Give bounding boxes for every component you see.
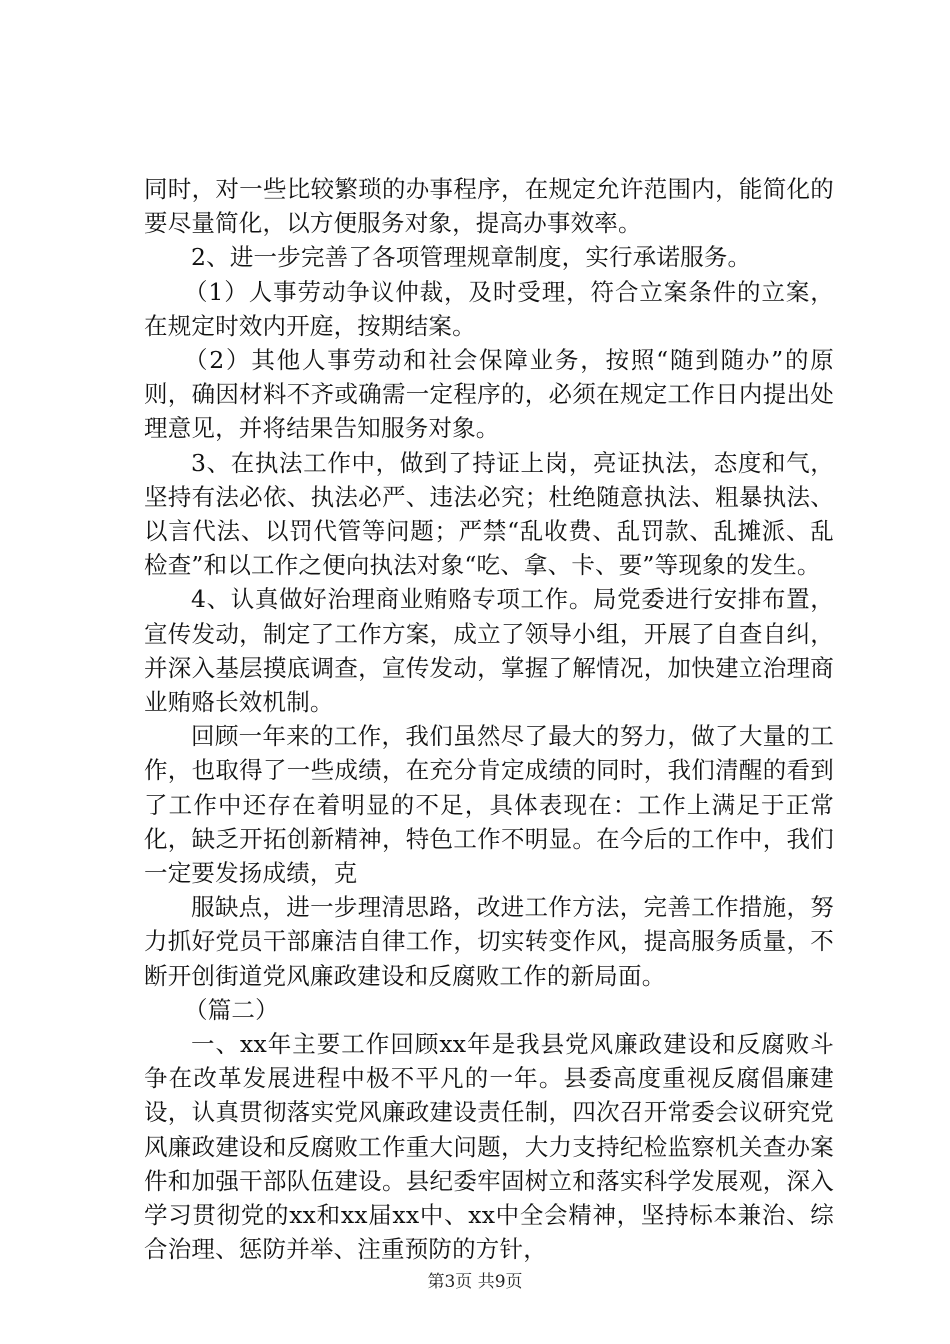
paragraph-item-4: 4、认真做好治理商业贿赂专项工作。局党委进行安排布置，宣传发动，制定了工作方案，成立了领导小组，开展了自查自纠，并深入基层摸底调查，宣传发动，掌握了解情况，加快建立治理商业贿赂长效机制。 [144,585,834,717]
page-footer: 第3页 共9页 [427,1272,523,1292]
paragraph-item-2: 2、进一步完善了各项管理规章制度，实行承诺服务。 [191,243,752,272]
paragraph-review-continued: 服缺点，进一步理清思路，改进工作方法，完善工作措施，努力抓好党员干部廉洁自律工作，切实转变作风，提高服务质量，不断开创街道党风廉政建设和反腐败工作的新局面。 [144,893,834,990]
section-heading-part-two: （篇二） [184,995,279,1024]
document-body [144,172,834,1267]
paragraph-review: 回顾一年来的工作，我们虽然尽了最大的努力，做了大量的工作，也取得了一些成绩，在充分肯定成绩的同时，我们清醒的看到了工作中还存在着明显的不足，具体表现在：工作上满足于正常化，缺乏开拓创新精神，特色工作不明显。在今后的工作中，我们一定要发扬成绩，克 [144,722,834,888]
paragraph-part-two-intro: 一、xx年主要工作回顾xx年是我县党风廉政建设和反腐败斗争在改革发展进程中极不平凡的一年。县委高度重视反腐倡廉建设，认真贯彻落实党风廉政建设责任制，四次召开常委会议研究党风廉政建设和反腐败工作重大问题，大力支持纪检监察机关查办案件和加强干部队伍建设。县纪委牢固树立和落实科学发展观，深入学习贯彻党的xx和xx届xx中、xx中全会精神，坚持标本兼治、综合治理、惩防并举、注重预防的方针， [144,1030,834,1264]
paragraph-continuation: 同时，对一些比较繁琐的办事程序，在规定允许范围内，能简化的要尽量简化，以方便服务对象，提高办事效率。 [144,175,834,238]
paragraph-subitem-1: （1）人事劳动争议仲裁，及时受理，符合立案条件的立案，在规定时效内开庭，按期结案。 [144,277,834,340]
paragraph-subitem-2: （2）其他人事劳动和社会保障业务，按照“随到随办”的原则，确因材料不齐或确需一定程序的，必须在规定工作日内提出处理意见，并将结果告知服务对象。 [144,346,834,443]
paragraph-item-3: 3、在执法工作中，做到了持证上岗，亮证执法，态度和气，坚持有法必依、执法必严、违法必究；杜绝随意执法、粗暴执法、以言代法、以罚代管等问题；严禁“乱收费、乱罚款、乱摊派、乱检查”和以工作之便向执法对象“吃、拿、卡、要”等现象的发生。 [144,448,834,580]
